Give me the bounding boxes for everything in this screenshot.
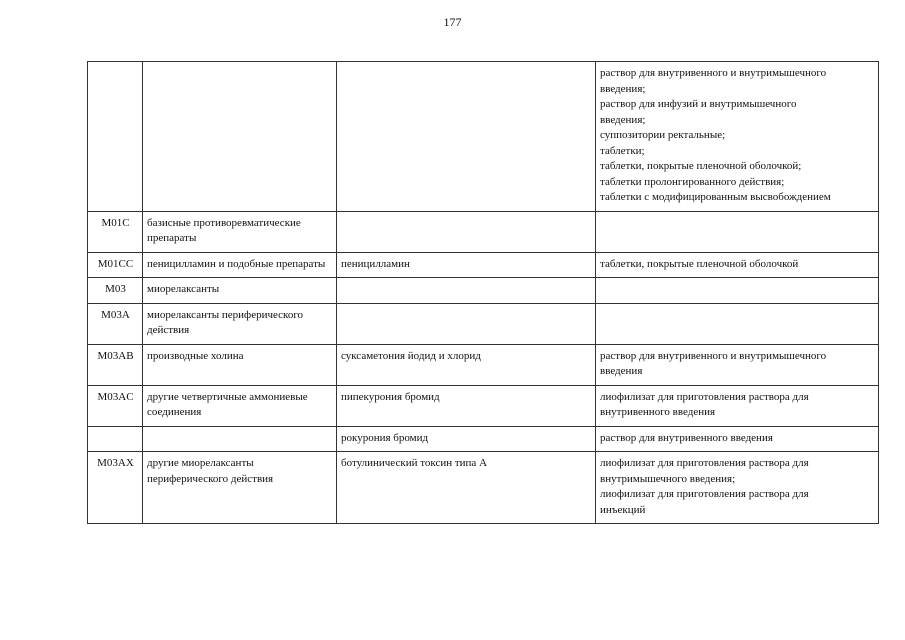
atc-code-cell bbox=[88, 252, 143, 278]
table-row bbox=[88, 452, 879, 524]
atc-group-cell bbox=[143, 452, 337, 524]
dosage-forms-cell bbox=[596, 303, 879, 344]
atc-group-cell-text: базисные противоревматические препараты bbox=[147, 216, 301, 244]
atc-group-cell bbox=[143, 62, 337, 212]
dosage-forms-cell bbox=[596, 211, 879, 252]
atc-code-cell-text: M03AC bbox=[97, 390, 134, 403]
dosage-forms-cell bbox=[596, 344, 879, 385]
dosage-form-line: введения; bbox=[600, 82, 646, 95]
substance-cell bbox=[337, 62, 596, 212]
atc-code-cell bbox=[88, 62, 143, 212]
dosage-form-line: внутривенного введения bbox=[600, 406, 716, 418]
atc-group-cell-text: пеницилламин и подобные препараты bbox=[147, 257, 326, 270]
dosage-form-line: введения bbox=[600, 365, 643, 377]
dosage-forms-cell bbox=[596, 252, 879, 278]
substance-cell bbox=[337, 385, 596, 426]
dosage-form-line: лиофилизат для приготовления раствора для bbox=[600, 488, 809, 500]
atc-group-cell bbox=[143, 211, 337, 252]
dosage-form-line: раствор для внутривенного и внутримышечного bbox=[600, 349, 827, 362]
dosage-form-line: раствор для внутривенного введения bbox=[600, 431, 773, 444]
dosage-forms-cell bbox=[596, 426, 879, 452]
dosage-form-line: таблетки, покрытые пленочной оболочкой; bbox=[600, 160, 802, 172]
substance-cell-text: пеницилламин bbox=[341, 257, 410, 270]
dosage-form-line: введения; bbox=[600, 113, 646, 126]
atc-code-cell bbox=[88, 385, 143, 426]
dosage-forms-cell bbox=[596, 385, 879, 426]
table-row bbox=[88, 62, 879, 212]
substance-cell-text: рокурония бромид bbox=[341, 431, 429, 444]
substance-cell bbox=[337, 344, 596, 385]
table-row bbox=[88, 252, 879, 278]
atc-group-cell bbox=[143, 278, 337, 304]
dosage-form-line: лиофилизат для приготовления раствора для bbox=[600, 457, 809, 469]
atc-code-cell-text: M03 bbox=[105, 283, 126, 295]
atc-group-cell-text: миорелаксанты периферического действия bbox=[147, 308, 304, 336]
atc-code-cell bbox=[88, 211, 143, 252]
atc-code-cell bbox=[88, 303, 143, 344]
table-row bbox=[88, 426, 879, 452]
dosage-form-line: суппозитории ректальные; bbox=[600, 129, 726, 141]
atc-code-cell-text: M01C bbox=[101, 216, 130, 229]
dosage-form-line: лиофилизат для приготовления раствора для bbox=[600, 390, 809, 403]
dosage-forms-cell bbox=[596, 278, 879, 304]
substance-cell-text: пипекурония бромид bbox=[341, 390, 440, 403]
page-number: 177 bbox=[443, 15, 462, 29]
table-row bbox=[88, 303, 879, 344]
atc-code-cell-text: M01CC bbox=[97, 257, 134, 270]
atc-group-cell bbox=[143, 385, 337, 426]
table-row bbox=[88, 211, 879, 252]
substance-cell-text: ботулинический токсин типа А bbox=[341, 457, 488, 469]
dosage-form-line: внутримышечного введения; bbox=[600, 472, 736, 485]
dosage-form-line: инъекций bbox=[600, 503, 646, 516]
drug-table bbox=[87, 61, 879, 524]
substance-cell bbox=[337, 426, 596, 452]
dosage-forms-cell bbox=[596, 62, 879, 212]
dosage-form-line: таблетки, покрытые пленочной оболочкой bbox=[600, 257, 799, 270]
atc-group-cell-text: производные холина bbox=[147, 349, 244, 362]
atc-group-cell bbox=[143, 426, 337, 452]
substance-cell bbox=[337, 252, 596, 278]
substance-cell bbox=[337, 452, 596, 524]
atc-code-cell-text: M03AB bbox=[97, 349, 134, 362]
dosage-form-line: таблетки с модифицированным высвобождением bbox=[600, 191, 831, 203]
atc-group-cell-text: другие четвертичные аммониевые соединения bbox=[147, 390, 308, 418]
atc-group-cell-text: другие миорелаксанты периферического действия bbox=[147, 457, 274, 485]
atc-group-cell-text: миорелаксанты bbox=[147, 283, 220, 295]
atc-code-cell bbox=[88, 278, 143, 304]
dosage-form-line: таблетки; bbox=[600, 144, 645, 157]
table-body bbox=[88, 62, 879, 524]
substance-cell bbox=[337, 303, 596, 344]
atc-code-cell-text: M03AX bbox=[97, 457, 134, 469]
atc-code-cell bbox=[88, 426, 143, 452]
atc-group-cell bbox=[143, 252, 337, 278]
table-row bbox=[88, 344, 879, 385]
atc-code-cell-text: M03A bbox=[101, 308, 130, 321]
dosage-forms-cell bbox=[596, 452, 879, 524]
substance-cell bbox=[337, 278, 596, 304]
substance-cell-text: суксаметония йодид и хлорид bbox=[341, 349, 481, 362]
atc-group-cell bbox=[143, 344, 337, 385]
table-row bbox=[88, 278, 879, 304]
atc-code-cell bbox=[88, 344, 143, 385]
dosage-form-line: раствор для внутривенного и внутримышечного bbox=[600, 67, 827, 79]
atc-code-cell bbox=[88, 452, 143, 524]
dosage-form-line: раствор для инфузий и внутримышечного bbox=[600, 98, 797, 110]
substance-cell bbox=[337, 211, 596, 252]
table-row bbox=[88, 385, 879, 426]
atc-group-cell bbox=[143, 303, 337, 344]
dosage-form-line: таблетки пролонгированного действия; bbox=[600, 175, 785, 188]
